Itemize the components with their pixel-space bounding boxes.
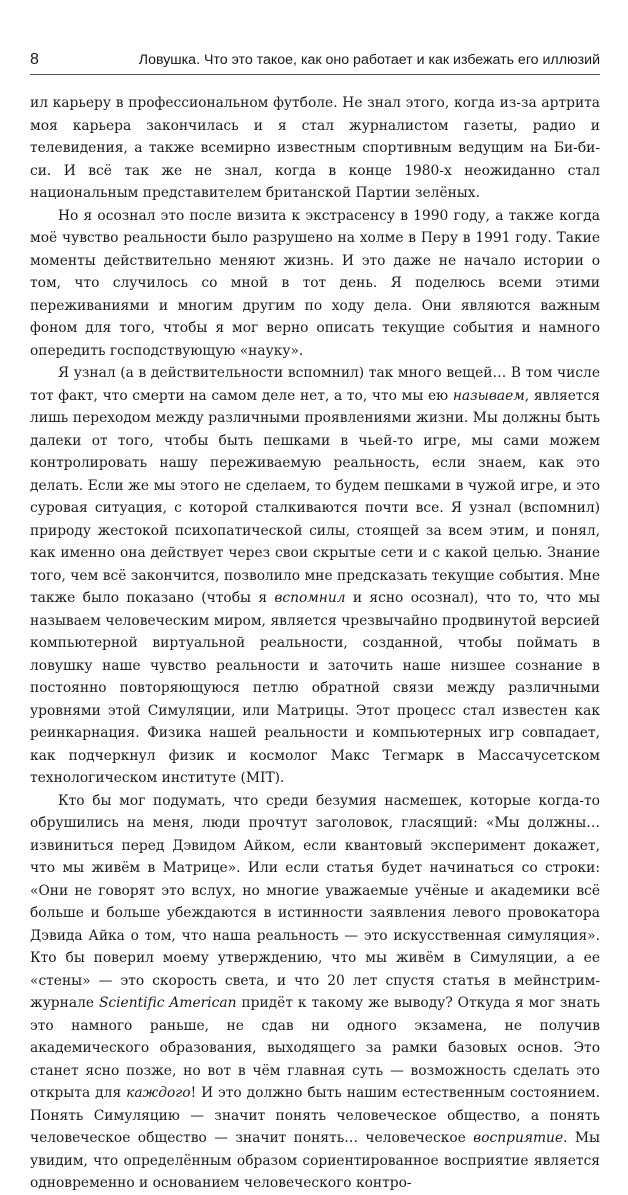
page-number: 8 bbox=[30, 51, 39, 68]
text-run: Но я осознал это после визита к экстрасенсу в 1990 году, а также когда моё чувство реальности было разрушено на холме в Перу в 1991 году. Такие моменты действительно меняют жизнь. И это даже не начало истории о том, что случилось со мной в тот день. Я поделюсь всеми этими переживаниями и многим другим по ходу дела. Они являются важным фоном для того, чтобы я мог верно описать текущие события и намного опередить господствующую «науку». bbox=[30, 207, 600, 359]
italic-run: каждого bbox=[126, 1085, 191, 1101]
text-run: ил карьеру в профессиональном футболе. Не знал этого, когда из-за артрита моя карьера закончилась и я стал журналистом газеты, радио и телевидения, а также всемирно известным спортивным ведущим на Би-би-си. И всё так же не знал, когда в конце 1980-х неожиданно стал национальным представителем британской Партии зелёных. bbox=[30, 95, 600, 201]
text-run: и ясно осознал), что то, что мы называем человеческим миром, является чрезвычайно продвинутой версией компьютерной виртуальной реальности, созданной, чтобы поймать в ловушку наше чувство реальности и заточить наше низшее сознание в постоянно повторяющуюся петлю обратной связи между различными уровнями этой Симуляции, или Матрицы. Этот процесс стал известен как реинкарнация. Физика нашей реальности и компьютерных игр совпадает, как подчеркнул физик и космолог Макс Тегмарк в Массачусетском технологическом институте (MIT). bbox=[30, 590, 600, 786]
paragraph bbox=[30, 205, 600, 363]
body-text bbox=[30, 92, 600, 1195]
italic-run: вспомнил bbox=[274, 590, 346, 606]
text-run: , является лишь переходом между различными проявлениями жизни. Мы должны быть далеки от того, чтобы быть пешками в чьей-то игре, мы сами можем контролировать нашу переживаемую реальность, если знаем, как это делать. Если же мы этого не сделаем, то будем пешками в чужой игре, и это суровая ситуация, с которой сталкиваются почти все. Я узнал (вспомнил) природу жестокой психопатической силы, стоящей за всем этим, и понял, как именно она действует через свои скрытые сети и с какой целью. Знание того, чем всё закончится, позволило мне предсказать текущие события. Мне также было показано (чтобы я bbox=[30, 387, 600, 606]
running-title: Ловушка. Что это такое, как оно работает и как избежать его иллюзий bbox=[138, 52, 600, 68]
text-run: Я узнал (а в действительности вспомнил) так много вещей… В том числе тот факт, что смерти на самом деле нет, а то, что мы ею bbox=[30, 365, 600, 404]
paragraph bbox=[30, 362, 600, 790]
text-run: ! И это должно быть нашим естественным состоянием. Понять Симуляцию — значит понять человеческое общество, а понять человеческое общество — значит понять… человеческое bbox=[30, 1085, 600, 1146]
italic-run: называем bbox=[452, 387, 525, 404]
italic-run: Scientific American bbox=[98, 995, 237, 1011]
page-header bbox=[30, 44, 600, 75]
paragraph bbox=[30, 92, 600, 205]
text-run: Кто бы мог подумать, что среди безумия насмешек, которые когда-то обрушились на меня, люди прочтут заголовок, гласящий: «Мы должны… извиниться перед Дэвидом Айком, если квантовый эксперимент докажет, что мы живём в Матрице». Или если статья будет начинаться со строки: «Они не говорят это вслух, но многие уважаемые учёные и академики всё больше и больше убеждаются в истинности заявления левого провокатора Дэвида Айка о том, что наша реальность — это искусственная симуляция». Кто бы поверил моему утверждению, что мы живём в Симуляции, а ее «стены» — это скорость света, и что 20 лет спустя статья в мейнстрим-журнале bbox=[30, 792, 600, 1011]
text-run: . Мы увидим, что определённым образом сориентированное восприятие является одновременно и основанием человеческого контро- bbox=[30, 1130, 600, 1191]
text-run: придёт к такому же выводу? Откуда я мог знать это намного раньше, не сдав ни одного экзамена, не получив академического образования, выходящего за рамки базовых основ. Это станет ясно позже, но вот в чём главная суть — возможность сделать это открыта для bbox=[30, 995, 600, 1101]
italic-run: восприятие bbox=[473, 1130, 564, 1146]
paragraph bbox=[30, 790, 600, 1195]
